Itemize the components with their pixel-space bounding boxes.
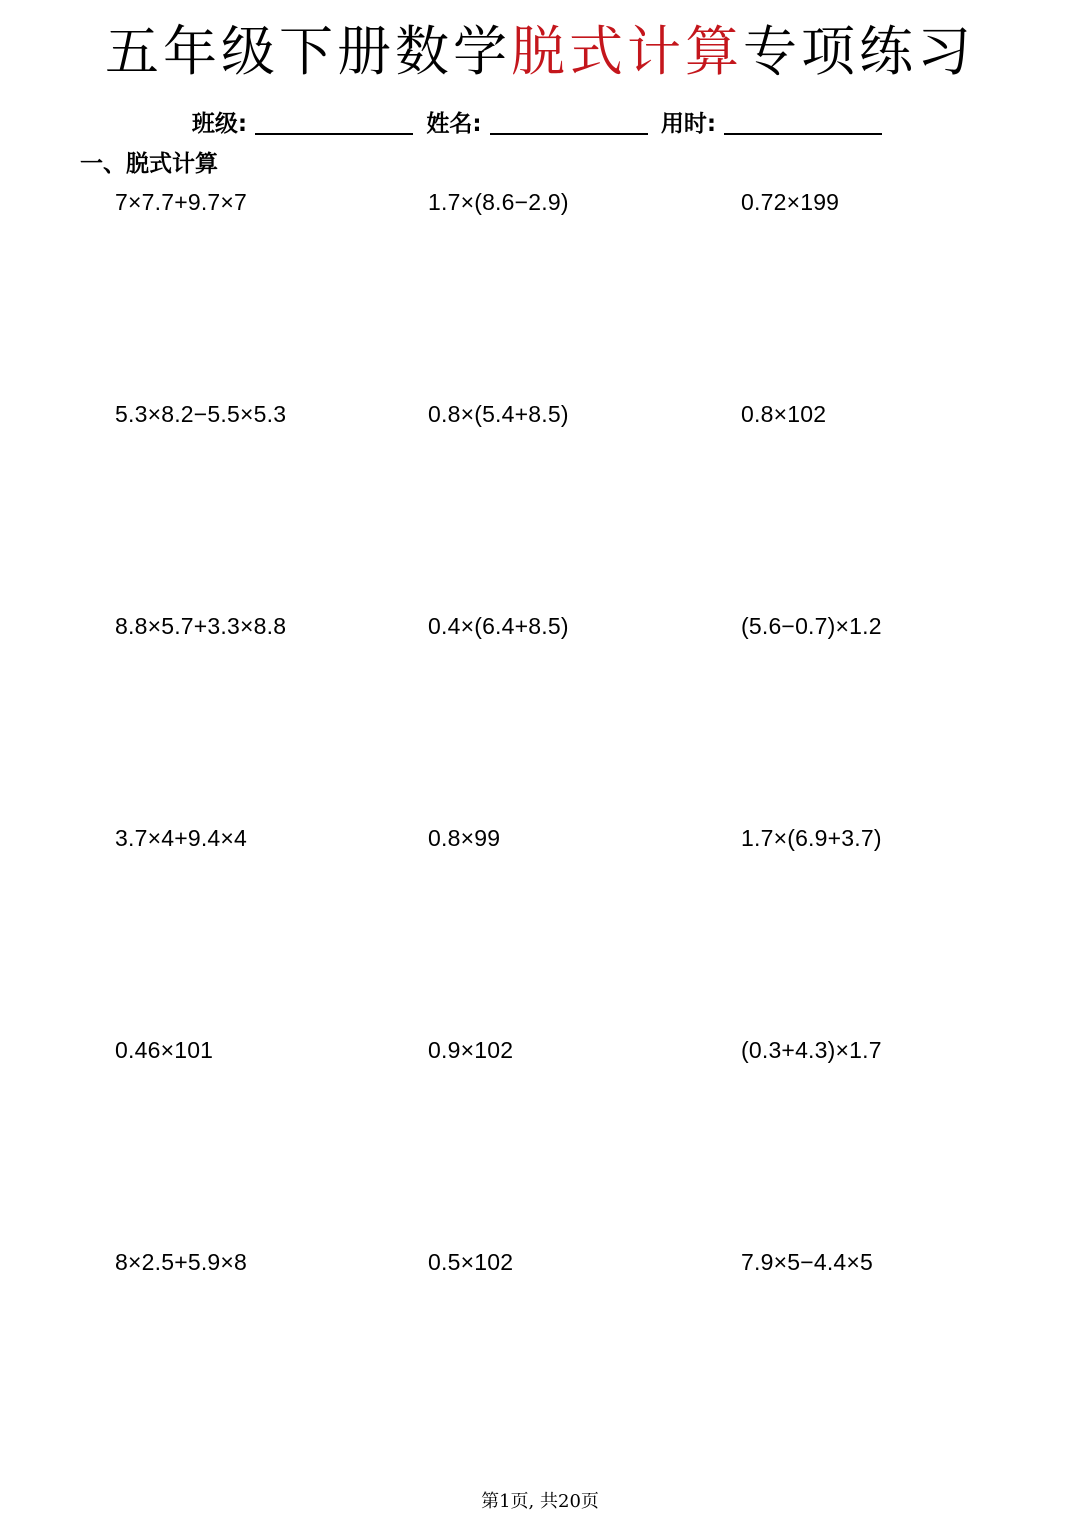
- problem: 0.46×101: [115, 1037, 214, 1063]
- problem: 0.8×102: [741, 401, 827, 427]
- class-field: [192, 104, 419, 144]
- section-title: 一、脱式计算: [80, 151, 218, 177]
- title-highlight: 脱式计算: [511, 20, 743, 83]
- time-blank[interactable]: [724, 109, 882, 135]
- worksheet-title: [0, 14, 1080, 90]
- problem: 0.72×199: [741, 189, 840, 215]
- problem: 1.7×(8.6−2.9): [428, 189, 569, 215]
- problem: 7.9×5−4.4×5: [741, 1249, 874, 1275]
- problem: 1.7×(6.9+3.7): [741, 825, 882, 851]
- problem: 8.8×5.7+3.3×8.8: [115, 613, 287, 639]
- name-blank[interactable]: [490, 109, 648, 135]
- class-blank[interactable]: [255, 109, 413, 135]
- problem: (5.6−0.7)×1.2: [741, 613, 882, 639]
- time-label: 用时:: [660, 111, 717, 137]
- problem: 8×2.5+5.9×8: [115, 1249, 248, 1275]
- class-label: 班级:: [191, 111, 248, 137]
- problem: 5.3×8.2−5.5×5.3: [115, 401, 287, 427]
- time-field: [661, 104, 888, 144]
- title-prefix: 五年级下册数学: [105, 20, 511, 83]
- page-footer: 第1页, 共20页: [481, 1491, 599, 1512]
- problem: 0.4×(6.4+8.5): [428, 613, 569, 639]
- title-suffix: 专项练习: [743, 20, 975, 83]
- problem: 0.5×102: [428, 1249, 514, 1275]
- problem: 0.9×102: [428, 1037, 514, 1063]
- name-label: 姓名:: [426, 111, 482, 137]
- student-info-row: [0, 104, 1080, 144]
- problem: 3.7×4+9.4×4: [115, 825, 248, 851]
- problem-grid: [115, 188, 1015, 1460]
- problem: 0.8×(5.4+8.5): [428, 401, 569, 427]
- name-field: [426, 104, 653, 144]
- problem: 7×7.7+9.7×7: [115, 189, 248, 215]
- problem: 0.8×99: [428, 825, 501, 851]
- problem: (0.3+4.3)×1.7: [741, 1037, 882, 1063]
